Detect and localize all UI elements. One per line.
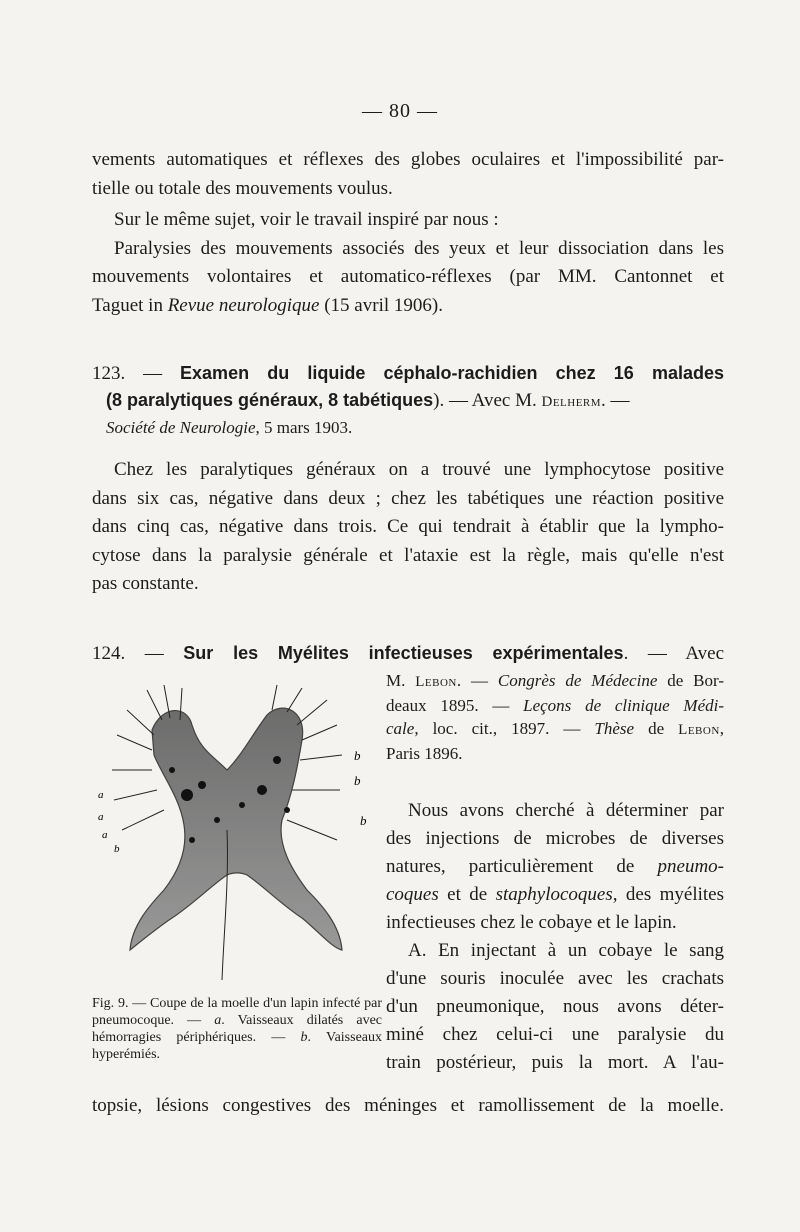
- body-line: d'une souris inoculée avec les crachats: [386, 968, 724, 989]
- body-line: train postérieur, puis la mort. A l'au-: [386, 1052, 724, 1073]
- author-name: Delherm: [541, 394, 602, 410]
- intro-line: mouvements volontaires et automatico-réflexes (par MM. Cantonnet et: [92, 266, 724, 287]
- ref-text: de Bor-: [657, 671, 725, 690]
- body-line: infectieuses chez le cobaye et le lapin.: [386, 912, 677, 933]
- entry-124-heading: [92, 640, 724, 667]
- body-line: des injections de microbes de diverses: [386, 828, 724, 849]
- body-line: A. En injectant à un cobaye le sang: [408, 940, 724, 961]
- entry-124-title-line: [92, 640, 724, 667]
- body-italic: coques: [386, 884, 439, 905]
- intro-line: [92, 292, 724, 321]
- book-title: cale: [386, 719, 415, 738]
- entry-ref: . —: [601, 390, 630, 411]
- figure-label-a: a: [98, 811, 104, 823]
- body-line: dans cinq cas, négative dans trois. Ce qui tendrait à établir que la lympho-: [92, 516, 724, 537]
- congress-name: Congrès de Médecine: [497, 671, 658, 690]
- entry-123-title-line: [92, 360, 724, 387]
- caption-text: . Vaisseaux dilatés avec hémorragies périphériques. —: [92, 1013, 382, 1045]
- intro-paragraph: [92, 146, 724, 320]
- book-title: Leçons de clinique Médi-: [523, 696, 724, 715]
- figure-label-b: b: [114, 843, 120, 855]
- body-text: , des myélites: [612, 884, 724, 905]
- ref-text: , loc. cit., 1897. —: [414, 719, 595, 738]
- entry-title: Sur les Myélites infectieuses expérimentales: [183, 643, 624, 663]
- body-line: miné chez celui-ci une paralysie du: [386, 1024, 724, 1045]
- body-line: pas constante.: [92, 573, 199, 594]
- caption-text: . Vaisseaux hyperémiés.: [92, 1030, 382, 1062]
- ref-text: de: [634, 719, 679, 738]
- page-number: — 80 —: [362, 100, 438, 122]
- caption-letter: b: [300, 1030, 308, 1045]
- entry-123-title-line: [92, 387, 724, 415]
- ref-text: deaux 1895. —: [386, 696, 524, 715]
- caption-text: Fig. 9. — Coupe de la moelle d'un lapin infecté par pneumocoque. —: [92, 996, 382, 1028]
- body-line: dans six cas, négative dans deux ; chez les tabétiques une réaction positive: [92, 487, 724, 509]
- entry-ref: . — Avec: [623, 643, 724, 664]
- body-line: Nous avons cherché à déterminer par: [408, 800, 724, 821]
- intro-text: Taguet in: [92, 294, 168, 316]
- intro-line: tielle ou totale des mouvements voulus.: [92, 177, 393, 199]
- body-italic: staphylocoques: [495, 884, 613, 905]
- ref-line: Paris 1896.: [386, 744, 463, 763]
- body-text: natures, particulièrement de: [386, 856, 658, 877]
- entry-124-references: [386, 669, 724, 765]
- entry-title: Examen du liquide céphalo-rachidien chez 16 malades: [180, 363, 725, 383]
- intro-line: vements automatiques et réflexes des globes oculaires et l'impossibilité par-: [92, 149, 724, 170]
- figure-label-b: b: [360, 813, 367, 828]
- ref-text: M.: [386, 671, 416, 690]
- author-name: Lebon: [415, 674, 457, 690]
- ref-line: [386, 669, 724, 694]
- entry-123: [92, 360, 724, 441]
- ref-text: ,: [719, 719, 725, 738]
- journal-title: Revue neurologique: [167, 294, 320, 316]
- ref-line: [386, 717, 724, 742]
- intro-line: Paralysies des mouvements associés des yeux et leur dissociation dans les: [114, 237, 724, 259]
- entry-number: 123. —: [92, 363, 181, 384]
- ref-line: [386, 694, 724, 717]
- spinal-cord-figure: [92, 680, 382, 990]
- body-text: et de: [438, 884, 496, 905]
- ref-text: . —: [456, 671, 498, 690]
- entry-124-body: [386, 797, 724, 1077]
- entry-123-ref-line: [92, 415, 724, 441]
- figure-label-a: a: [98, 789, 104, 801]
- figure-label-b: b: [354, 773, 361, 788]
- figure-label-a: a: [102, 829, 108, 841]
- body-italic: pneumo-: [657, 856, 724, 877]
- figure-caption: [92, 995, 382, 1063]
- society-name: Société de Neurologie: [106, 418, 256, 437]
- author-name: Lebon: [678, 722, 720, 738]
- body-line: Chez les paralytiques généraux on a trouvé une lymphocytose positive: [114, 459, 724, 480]
- intro-text: (15 avril 1906).: [319, 294, 443, 316]
- entry-title: (8 paralytiques généraux, 8 tabétiques: [106, 390, 434, 410]
- body-line: [386, 853, 724, 881]
- body-line: d'un pneumonique, nous avons déter-: [386, 996, 724, 1017]
- body-line: cytose dans la paralysie générale et l'ataxie est la règle, mais qu'elle n'est: [92, 544, 724, 566]
- thesis-label: Thèse: [594, 719, 635, 738]
- entry-123-body: [92, 456, 724, 599]
- entry-number: 124. —: [92, 643, 184, 664]
- body-line: topsie, lésions congestives des méninges et ramollissement de la moelle.: [92, 1095, 724, 1116]
- figure-label-b: b: [354, 748, 361, 763]
- entry-ref: ). — Avec M.: [433, 390, 542, 411]
- closing-paragraph: [92, 1092, 724, 1121]
- caption-letter: a: [214, 1013, 222, 1028]
- entry-date: , 5 mars 1903.: [255, 418, 353, 437]
- intro-line: Sur le même sujet, voir le travail inspiré par nous :: [114, 209, 499, 230]
- body-line: [386, 881, 724, 909]
